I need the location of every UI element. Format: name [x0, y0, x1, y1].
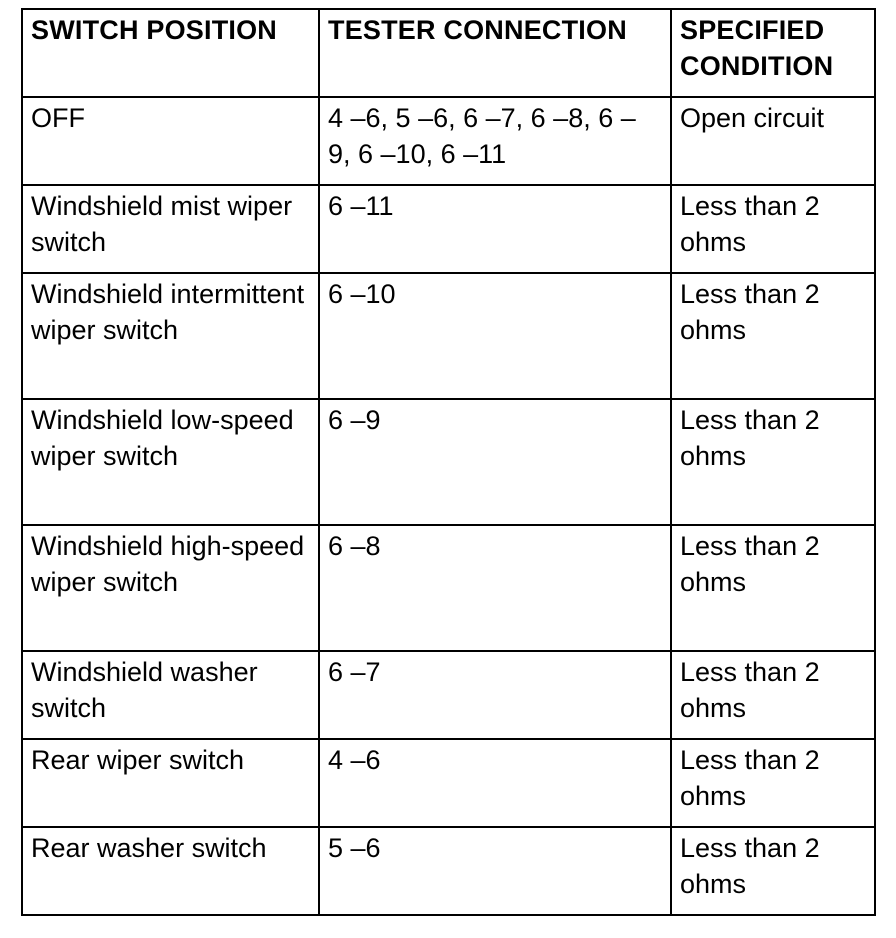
table-row [22, 525, 875, 651]
cell-switch-position: Windshield high-speed wiper switch [22, 525, 319, 651]
header-switch-position: SWITCH POSITION [22, 9, 319, 97]
table-row [22, 827, 875, 915]
cell-tester-connection: 6 –9 [319, 399, 671, 525]
header-specified-condition: SPECIFIED CONDITION [671, 9, 875, 97]
cell-tester-connection: 6 –11 [319, 185, 671, 273]
cell-switch-position: Rear washer switch [22, 827, 319, 915]
cell-tester-connection: 6 –8 [319, 525, 671, 651]
cell-tester-connection: 6 –10 [319, 273, 671, 399]
table-row [22, 185, 875, 273]
cell-switch-position: Windshield washer switch [22, 651, 319, 739]
cell-specified-condition: Less than 2 ohms [671, 185, 875, 273]
cell-tester-connection: 4 –6 [319, 739, 671, 827]
table-header-row [22, 9, 875, 97]
cell-tester-connection: 6 –7 [319, 651, 671, 739]
cell-switch-position: OFF [22, 97, 319, 185]
cell-switch-position: Windshield mist wiper switch [22, 185, 319, 273]
cell-switch-position: Windshield low-speed wiper switch [22, 399, 319, 525]
switch-inspection-table [21, 8, 876, 916]
cell-specified-condition: Less than 2 ohms [671, 739, 875, 827]
table-row [22, 273, 875, 399]
cell-specified-condition: Less than 2 ohms [671, 399, 875, 525]
cell-specified-condition: Less than 2 ohms [671, 651, 875, 739]
cell-tester-connection: 4 –6, 5 –6, 6 –7, 6 –8, 6 – 9, 6 –10, 6 –11 [319, 97, 671, 185]
table-row [22, 651, 875, 739]
cell-specified-condition: Less than 2 ohms [671, 273, 875, 399]
cell-specified-condition: Open circuit [671, 97, 875, 185]
cell-tester-connection: 5 –6 [319, 827, 671, 915]
cell-specified-condition: Less than 2 ohms [671, 525, 875, 651]
header-tester-connection: TESTER CONNECTION [319, 9, 671, 97]
table-row [22, 97, 875, 185]
cell-specified-condition: Less than 2 ohms [671, 827, 875, 915]
table-row [22, 739, 875, 827]
table-row [22, 399, 875, 525]
cell-switch-position: Rear wiper switch [22, 739, 319, 827]
cell-switch-position: Windshield intermittent wiper switch [22, 273, 319, 399]
